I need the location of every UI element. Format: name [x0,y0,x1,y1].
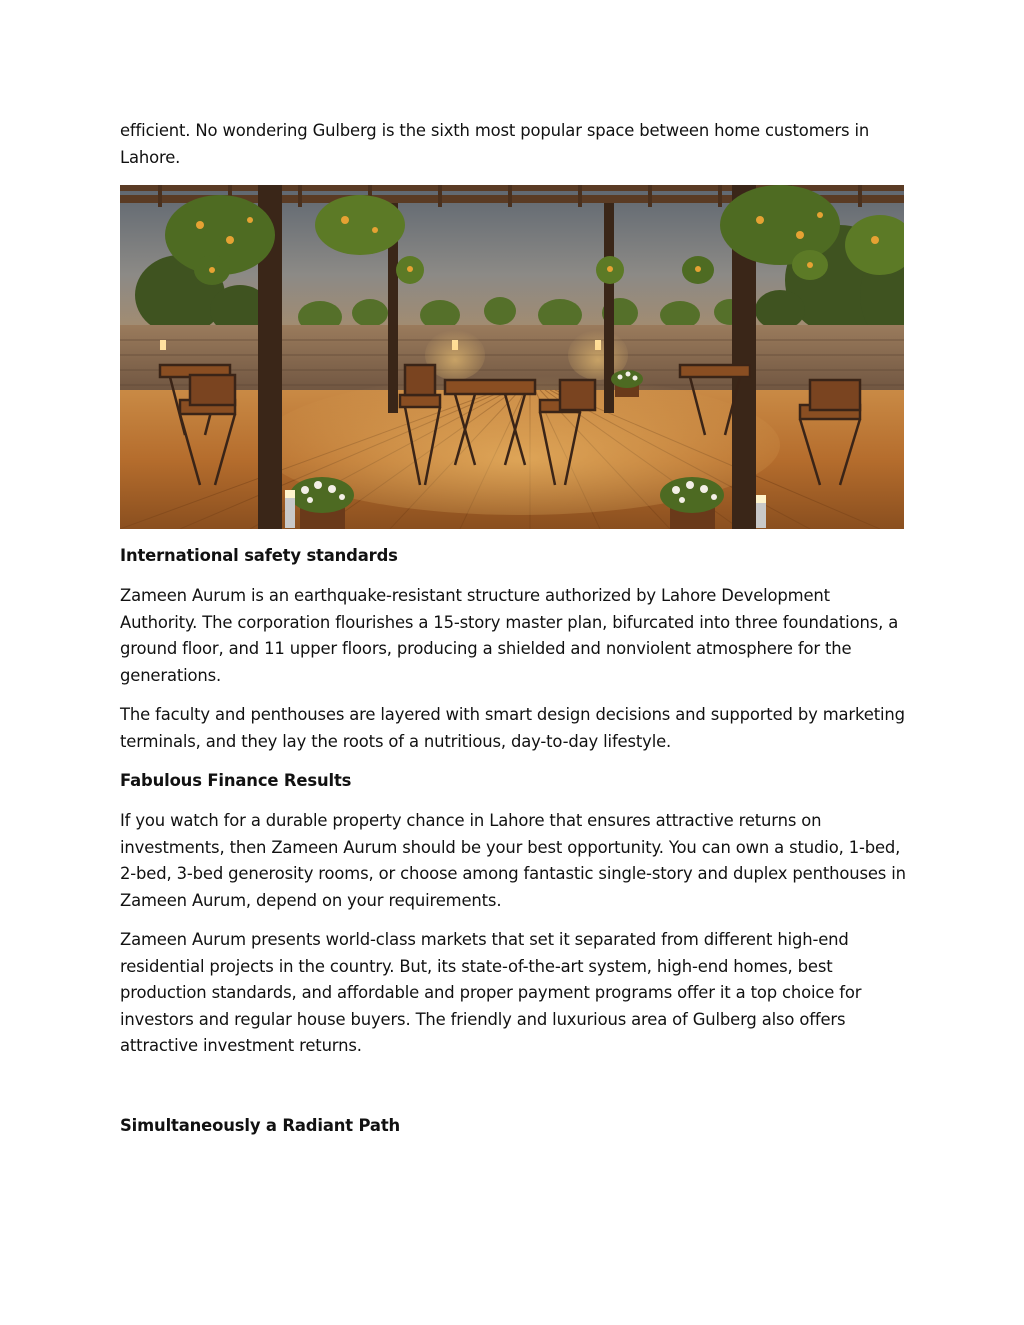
paragraph-safety-1: Zameen Aurum is an earthquake-resistant structure authorized by Lahore Development Authority. The corporation flourishes a 15-story master plan, bifurcated into three foundations, a ground floor, and 11 upper floors, producing a shielded and nonviolent atmosphere for the generations. [120,586,899,685]
heading-safety: International safety standards [120,546,398,565]
paragraph-finance-2: Zameen Aurum presents world-class markets that set it separated from different high-end residential projects in the country. But, its state-of-the-art system, high-end homes, best production standards, and affordable and proper payment programs offer it a top choice for investors and regular house buyers. The friendly and luxurious area of Gulberg also offers attractive investment returns. [120,930,862,1055]
paragraph-safety-2: The faculty and penthouses are layered with smart design decisions and supported by marketing terminals, and they lay the roots of a nutritious, day-to-day lifestyle. [120,705,905,751]
heading-radiant-path: Simultaneously a Radiant Path [120,1116,401,1135]
paragraph-finance-1: If you watch for a durable property chance in Lahore that ensures attractive returns on investments, then Zameen Aurum should be your best opportunity. You can own a studio, 1-bed, 2-bed, 3-bed generosity rooms, or choose among fantastic single-story and duplex penthouses in Zameen Aurum, depend on your requirements. [120,811,906,910]
rooftop-terrace-photo [120,185,904,529]
paragraph-intro: efficient. No wondering Gulberg is the sixth most popular space between home customers in Lahore. [120,121,870,167]
heading-finance: Fabulous Finance Results [120,771,352,790]
